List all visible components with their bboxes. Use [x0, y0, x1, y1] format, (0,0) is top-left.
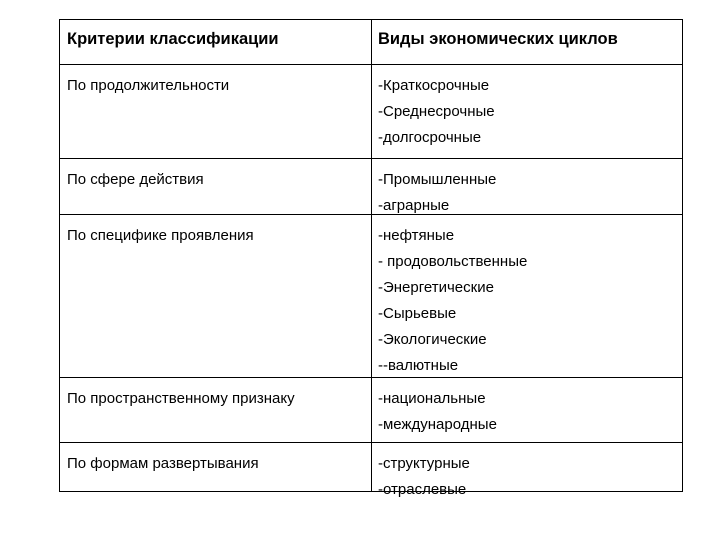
- types-cell: [378, 223, 678, 379]
- types-cell: [378, 451, 678, 503]
- table-row: [60, 215, 682, 378]
- criterion-cell: По продолжительности: [67, 77, 230, 94]
- cycle-type: -нефтяные: [378, 227, 455, 244]
- header-criteria: Критерии классификации: [67, 30, 279, 48]
- cycle-type: -Промышленные: [378, 171, 497, 188]
- types-cell: [378, 167, 678, 219]
- criterion-cell: По сфере действия: [67, 171, 204, 188]
- criterion-cell: По специфике проявления: [67, 227, 254, 244]
- cycle-type: -национальные: [378, 390, 486, 407]
- types-cell: [378, 386, 678, 438]
- criterion-cell: По пространственному признаку: [67, 390, 295, 407]
- cycle-type: -международные: [378, 416, 497, 433]
- cycle-type: --валютные: [378, 357, 459, 374]
- table-header-row: [60, 20, 682, 65]
- cycle-type: -Энергетические: [378, 279, 494, 296]
- header-cycle-types: Виды экономических циклов: [378, 30, 618, 48]
- table-row: [60, 65, 682, 159]
- cycle-type: -Краткосрочные: [378, 77, 490, 94]
- table-row: [60, 159, 682, 215]
- cycle-type: - продовольственные: [378, 253, 528, 270]
- table-row: [60, 443, 682, 498]
- classification-table: [59, 19, 683, 498]
- cycle-type: -Сырьевые: [378, 305, 457, 322]
- cycle-type: -отраслевые: [378, 481, 467, 498]
- cycle-type: -аграрные: [378, 197, 450, 214]
- cycle-type: -Среднесрочные: [378, 103, 495, 120]
- cycle-type: -Экологические: [378, 331, 487, 348]
- table-row: [60, 378, 682, 443]
- cycle-type: -долгосрочные: [378, 129, 482, 146]
- types-cell: [378, 73, 678, 151]
- cycle-type: -структурные: [378, 455, 470, 472]
- criterion-cell: По формам развертывания: [67, 455, 259, 472]
